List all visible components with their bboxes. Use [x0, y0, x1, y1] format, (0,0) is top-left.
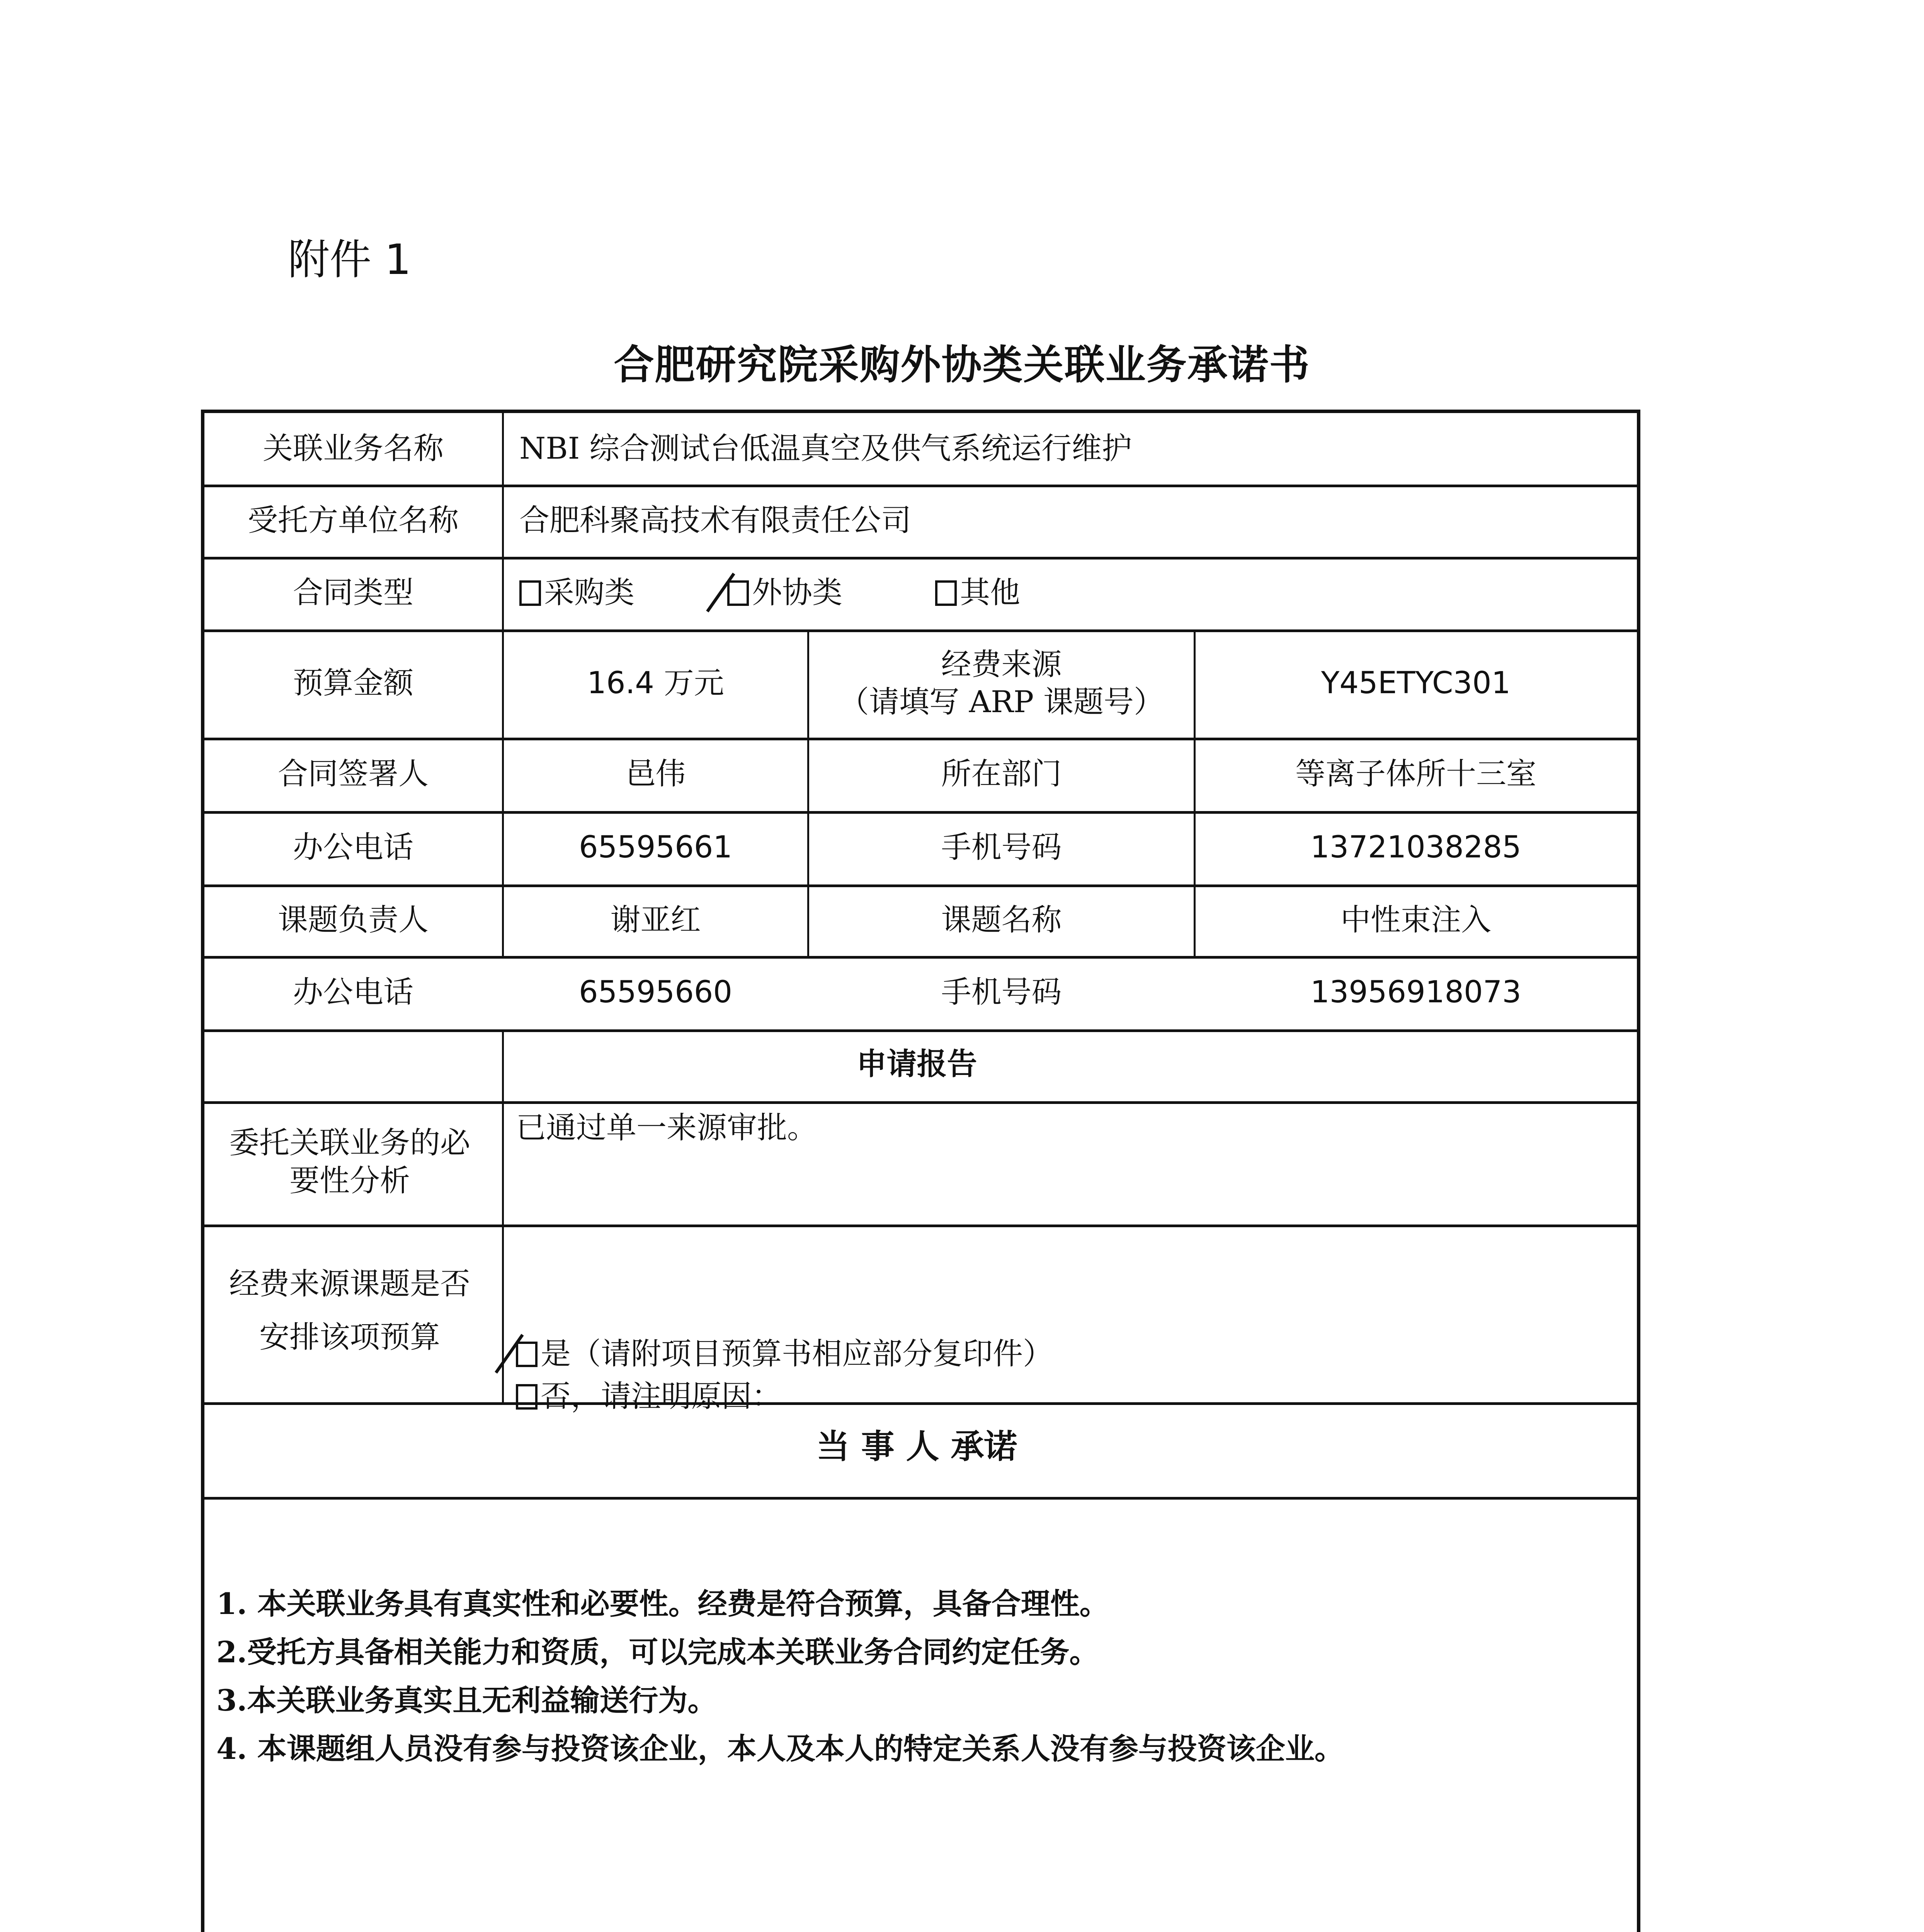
- signer-label: 合同签署人: [277, 757, 429, 792]
- business-name-value: NBI 综合测试台低温真空及供气系统运行维护: [519, 431, 1132, 466]
- yes-label: 是（请附项目预算书相应部分复印件）: [541, 1337, 1053, 1372]
- project-leader-label: 课题负责人: [277, 902, 429, 937]
- commitment-item: 4. 本课题组人员没有参与投资该企业，本人及本人的特定关系人没有参与投资该企业。: [216, 1731, 1344, 1766]
- attachment-label: 附件 1: [288, 236, 412, 284]
- department-value: 等离子体所十三室: [1295, 757, 1536, 792]
- budget-value: 16.4 万元: [587, 666, 724, 701]
- signer-office-phone-value: 65595661: [578, 830, 732, 865]
- report-header: 申请报告: [856, 1047, 977, 1082]
- contractor-label: 受托方单位名称: [247, 503, 459, 538]
- project-name-value: 中性束注入: [1340, 902, 1491, 937]
- budget-arranged-label-line1: 经费来源课题是否: [229, 1267, 470, 1301]
- necessity-label-line2: 要性分析: [289, 1163, 410, 1198]
- leader-office-phone-value: 65595660: [578, 975, 732, 1010]
- project-leader-value: 谢亚红: [610, 902, 701, 937]
- funding-source-value: Y45ETYC301: [1321, 666, 1511, 701]
- document-title: 合肥研究院采购外协类关联业务承诺书: [614, 341, 1310, 388]
- budget-arranged-label-line2: 安排该项预算: [259, 1320, 440, 1355]
- contract-type-label: 合同类型: [293, 575, 413, 611]
- signer-office-phone-label: 办公电话: [293, 830, 413, 865]
- option-label: 其他: [960, 575, 1021, 611]
- leader-mobile-label: 手机号码: [941, 975, 1062, 1010]
- signer-mobile-label: 手机号码: [941, 830, 1062, 865]
- form-lower-section: [201, 410, 1640, 1932]
- necessity-label: [201, 1103, 498, 1221]
- leader-mobile-value: 13956918073: [1310, 975, 1521, 1010]
- leader-office-phone-label: 办公电话: [293, 975, 413, 1010]
- commitment-item: 3.本关联业务真实且无利益输送行为。: [216, 1683, 717, 1718]
- necessity-value: 已通过单一来源审批。: [516, 1111, 818, 1146]
- contractor-value: 合肥科聚高技术有限责任公司: [519, 503, 912, 538]
- commitment-item: 2.受托方具备相关能力和资质，可以完成本关联业务合同约定任务。: [216, 1635, 1099, 1669]
- business-name-label: 关联业务名称: [262, 431, 444, 466]
- project-name-label: 课题名称: [941, 902, 1062, 937]
- option-label: 外协类: [752, 575, 843, 611]
- budget-arranged-yes[interactable]: [516, 1333, 1629, 1376]
- necessity-label-line1: 委托关联业务的必: [229, 1126, 470, 1160]
- department-label: 所在部门: [941, 757, 1062, 792]
- commitment-header: 当 事 人 承诺: [816, 1427, 1017, 1466]
- commitment-item: 1. 本关联业务具有真实性和必要性。经费是符合预算，具备合理性。: [216, 1587, 1109, 1621]
- signer-value: 邑伟: [625, 757, 686, 792]
- option-label: 采购类: [544, 575, 635, 611]
- budget-label: 预算金额: [293, 666, 413, 701]
- budget-arranged-label: [201, 1223, 498, 1399]
- funding-source-label-line1: 经费来源: [941, 647, 1062, 682]
- funding-source-label-line2: （请填写 ARP 课题号）: [839, 685, 1164, 719]
- checkbox-checked-icon[interactable]: [516, 1342, 538, 1367]
- signer-mobile-value: 13721038285: [1310, 830, 1521, 865]
- no-label: 否，请注明原因：: [541, 1379, 782, 1414]
